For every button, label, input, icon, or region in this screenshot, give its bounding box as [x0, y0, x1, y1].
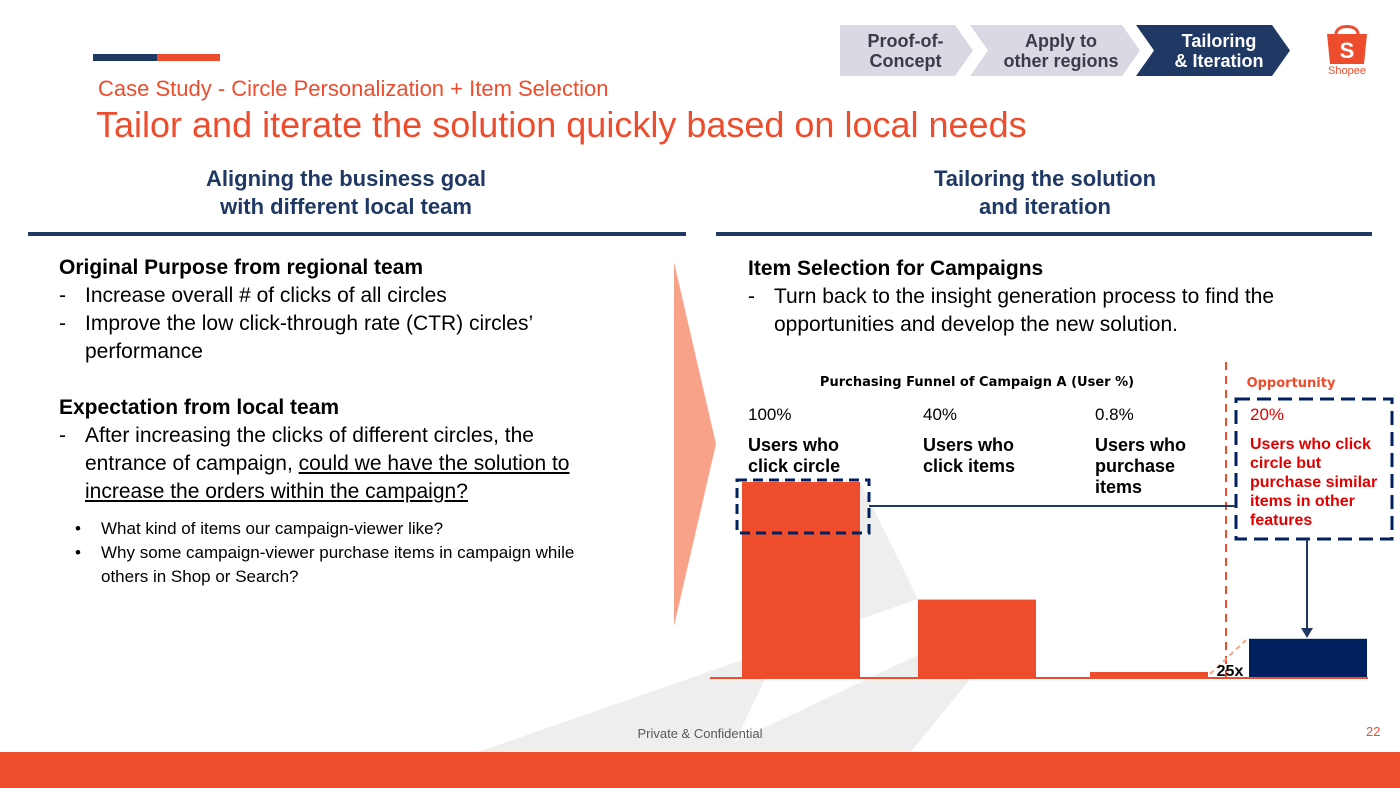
arrow-down-icon: [1301, 628, 1313, 638]
bar-click-circle: [742, 482, 860, 678]
value-label-click-items: 40%: [923, 405, 958, 424]
item-selection-heading: Item Selection for Campaigns: [748, 257, 1044, 280]
opportunity-label: Opportunity: [1246, 376, 1336, 391]
category-label-purchase-items: Users who purchase items: [1095, 435, 1187, 497]
case-study-subtitle: Case Study - Circle Personalization + Item Selection: [98, 76, 609, 101]
list-item: • Why some campaign-viewer purchase items in campaign while others in Shop or Search?: [75, 543, 575, 586]
svg-text:S: S: [1339, 38, 1355, 63]
bar-click-items: [918, 600, 1036, 678]
list-item: • What kind of items our campaign-viewer like?: [75, 519, 444, 538]
original-purpose-heading: Original Purpose from regional team: [59, 256, 424, 279]
step-label: Proof-of- Concept: [867, 30, 944, 71]
list-item: - Turn back to the insight generation process to find the opportunities and develop the new solution.: [748, 285, 1275, 336]
confidential-note: Private & Confidential: [637, 726, 763, 741]
svg-text:Shopee: Shopee: [1328, 65, 1366, 77]
step-label: Tailoring & Iteration: [1174, 30, 1264, 71]
multiplier-label: 25x: [1216, 663, 1244, 680]
value-label-purchase-items: 0.8%: [1095, 405, 1134, 424]
category-label-opportunity: Users who click circle but purchase similar items in other features: [1250, 436, 1378, 529]
expectation-heading: Expectation from local team: [59, 396, 340, 419]
list-item: - After increasing the clicks of different circles, the entrance of campaign, could we have the solution to increase the orders within the campaign?: [59, 424, 570, 503]
step-label: Apply to other regions: [1003, 30, 1119, 71]
left-section-heading: Aligning the business goal with different local team: [206, 166, 486, 219]
page-title: Tailor and iterate the solution quickly based on local needs: [96, 104, 1027, 145]
page-number: 22: [1366, 724, 1381, 739]
right-section-heading: Tailoring the solution and iteration: [933, 166, 1157, 219]
category-label-click-circle: Users who click circle: [748, 435, 841, 476]
list-item: - Improve the low click-through rate (CTR) circles’ performance: [59, 312, 533, 363]
chart-title: Purchasing Funnel of Campaign A (User %): [819, 375, 1135, 390]
value-label-click-circle: 100%: [748, 405, 792, 424]
bar-opportunity: [1249, 639, 1367, 678]
underlined-question: could we have the solution to increase the orders within the campaign?: [85, 452, 570, 503]
footer-bar: [0, 752, 1400, 788]
list-item: - Increase overall # of clicks of all circles: [59, 284, 447, 307]
value-label-opportunity: 20%: [1250, 405, 1285, 424]
category-label-click-items: Users who click items: [923, 435, 1016, 476]
